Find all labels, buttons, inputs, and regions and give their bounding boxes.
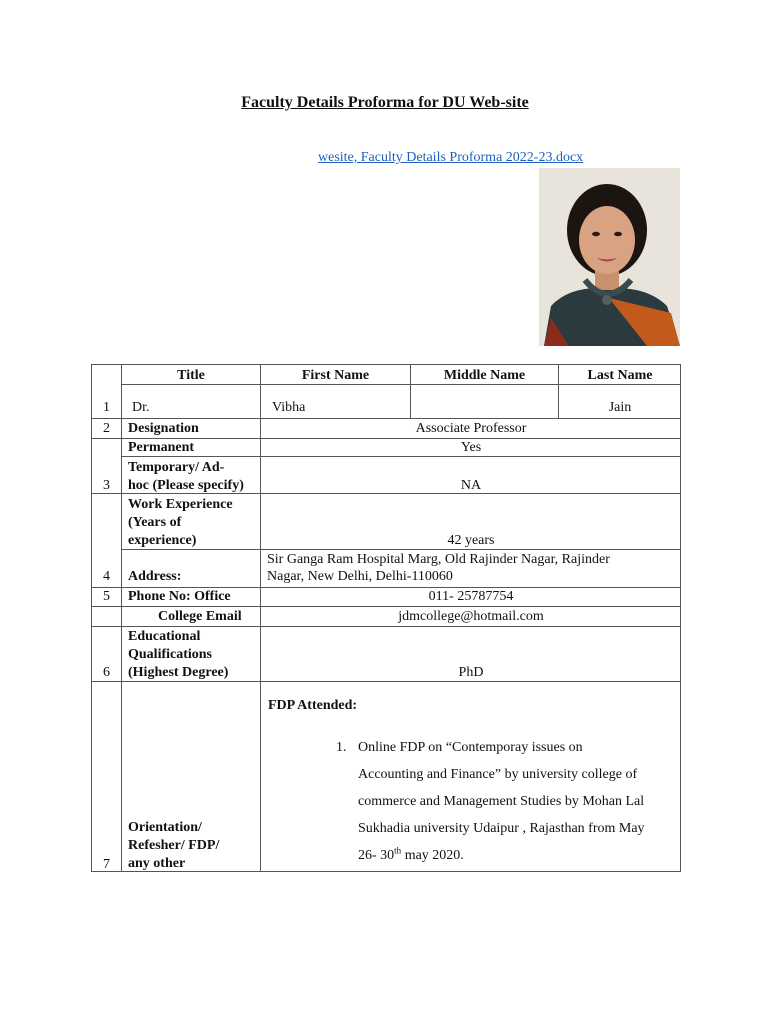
header-last-name: Last Name [587, 368, 653, 383]
temporary-value: NA [460, 478, 482, 493]
education-label-line2: Qualifications [128, 647, 213, 662]
first-name-value: Vibha [272, 400, 306, 415]
row-number: 3 [103, 478, 110, 493]
row-number: 2 [103, 421, 110, 436]
education-value: PhD [458, 665, 484, 680]
document-title: Faculty Details Proforma for DU Web-site [241, 94, 529, 111]
header-middle-name: Middle Name [443, 368, 526, 383]
row-number: 4 [103, 569, 110, 584]
experience-value: 42 years [447, 533, 495, 548]
fdp-item-line5-sup: th [394, 845, 402, 856]
row-number: 1 [103, 400, 110, 415]
fdp-item-line2: Accounting and Finance” by university college of [358, 767, 638, 782]
permanent-label: Permanent [128, 440, 195, 455]
email-value: jdmcollege@hotmail.com [398, 609, 544, 624]
row-number: 5 [103, 589, 110, 604]
experience-label-line1: Work Experience [128, 497, 233, 512]
portrait-illustration [539, 168, 680, 346]
header-first-name: First Name [301, 368, 370, 383]
education-label-line3: (Highest Degree) [128, 665, 229, 680]
row-number: 7 [103, 857, 110, 872]
address-value-line1: Sir Ganga Ram Hospital Marg, Old Rajinder Nagar, Rajinder [267, 552, 610, 567]
experience-label-line2: (Years of [128, 515, 182, 530]
fdp-item-line5-start: 26- 30 [358, 848, 395, 863]
education-label-line1: Educational [128, 629, 201, 644]
file-link[interactable]: wesite, Faculty Details Proforma 2022-23.docx [318, 150, 584, 165]
faculty-details-table [91, 364, 681, 872]
designation-label: Designation [128, 421, 199, 436]
fdp-item-line1: Online FDP on “Contemporay issues on [358, 740, 583, 755]
experience-label-line3: experience) [128, 533, 197, 548]
name-title-value: Dr. [132, 400, 150, 415]
fdp-item-line5-end: may 2020. [401, 848, 464, 863]
orientation-label-line2: Refesher/ FDP/ [128, 838, 220, 853]
orientation-label-line1: Orientation/ [128, 820, 202, 835]
permanent-value: Yes [460, 440, 482, 455]
header-title: Title [177, 368, 205, 383]
address-value-line2: Nagar, New Delhi, Delhi-110060 [267, 569, 453, 584]
fdp-item-number: 1. [336, 740, 347, 755]
row-number: 6 [103, 665, 110, 680]
last-name-value: Jain [608, 400, 632, 415]
portrait-photo [539, 168, 680, 346]
designation-value: Associate Professor [415, 421, 527, 436]
address-label: Address: [128, 569, 182, 584]
orientation-label-line3: any other [128, 856, 186, 871]
email-label: College Email [158, 609, 242, 624]
temporary-label-line2: hoc (Please specify) [128, 478, 244, 493]
phone-label: Phone No: Office [128, 589, 231, 604]
fdp-item-line3: commerce and Management Studies by Mohan Lal [358, 794, 645, 809]
phone-value: 011- 25787754 [428, 589, 514, 604]
fdp-item-line5 [358, 847, 464, 864]
fdp-item-line4: Sukhadia university Udaipur , Rajasthan from May [358, 821, 645, 836]
fdp-heading: FDP Attended: [268, 698, 358, 713]
temporary-label-line1: Temporary/ Ad- [128, 460, 225, 475]
